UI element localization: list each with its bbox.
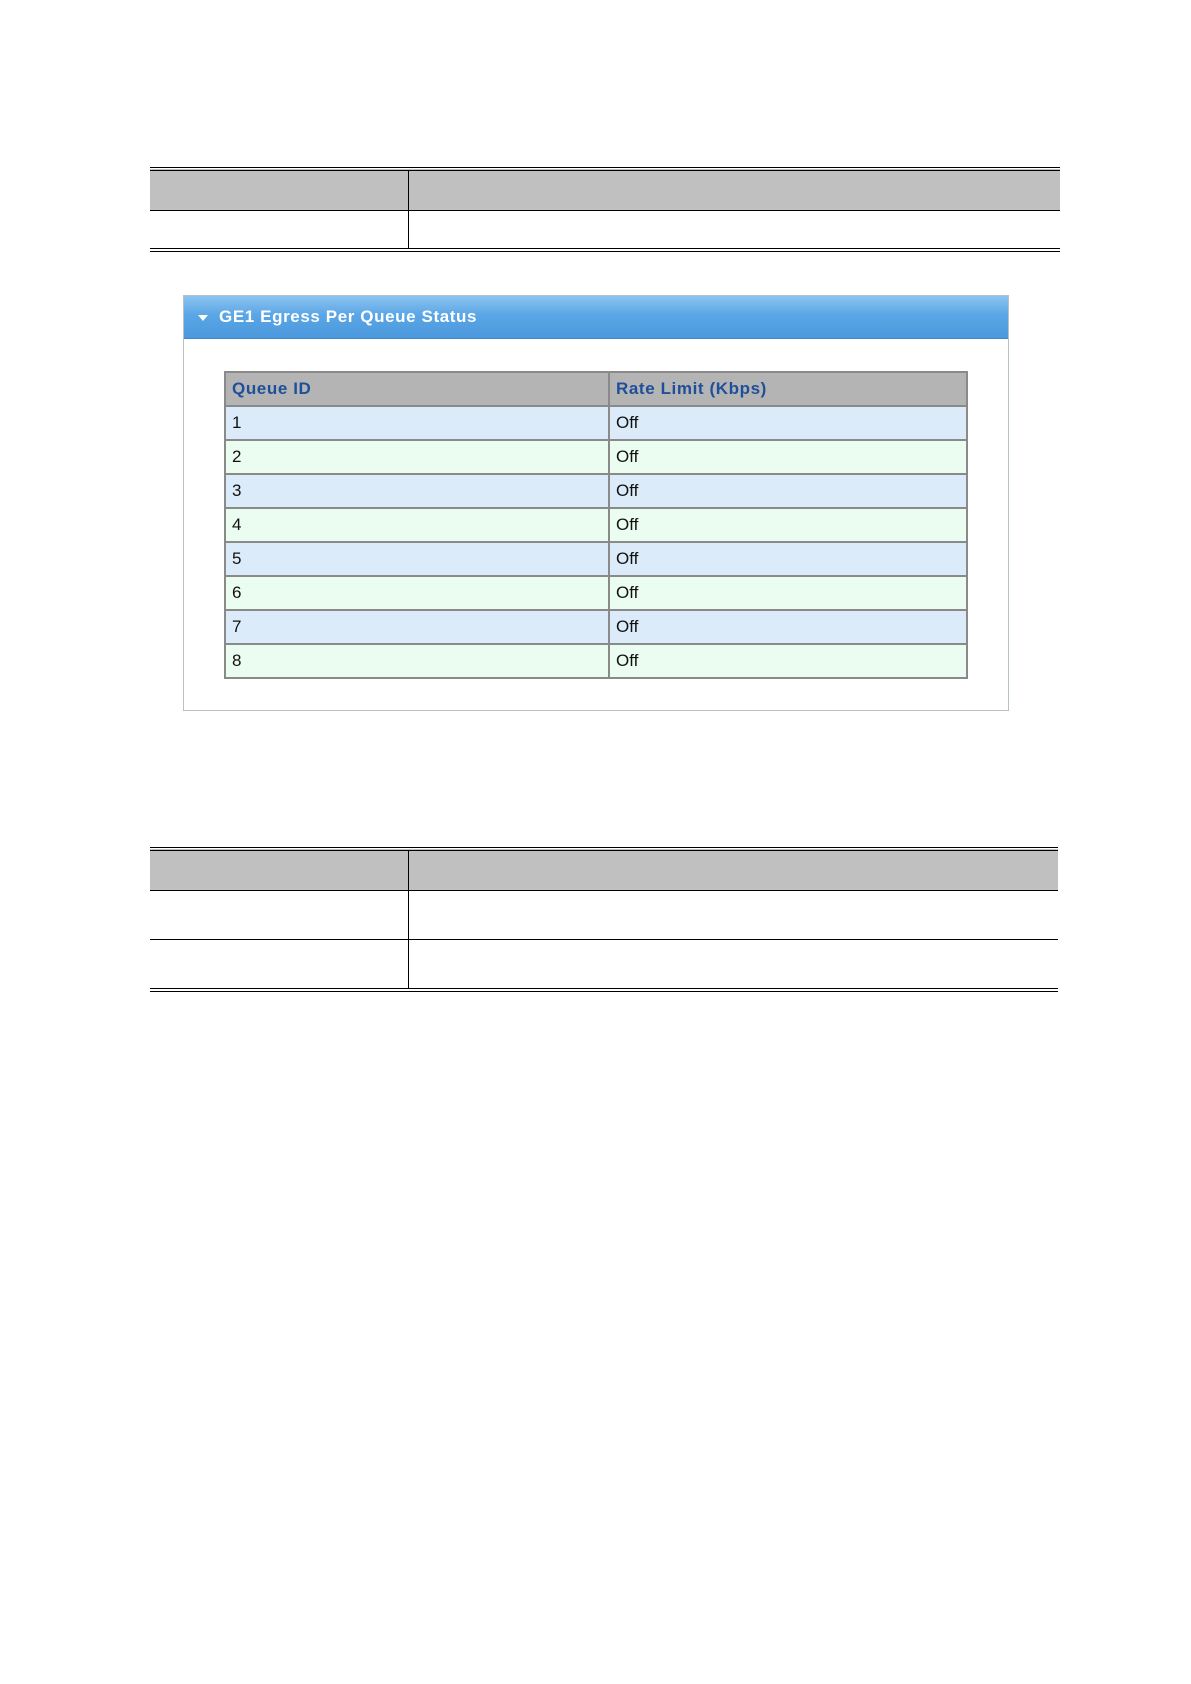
table-row [225,440,967,474]
rate-limit-cell: Off [609,474,967,508]
queue-id-cell: 8 [225,644,609,678]
queue-id-cell: 2 [225,440,609,474]
description-table-top [150,167,1060,252]
table-cell [150,211,409,251]
header-cell-object [150,169,409,211]
header-cell-description [409,169,1061,211]
table-row [225,542,967,576]
queue-id-cell: 3 [225,474,609,508]
header-cell-object [150,849,409,891]
table-header-row [150,849,1058,891]
table-cell [409,891,1059,940]
column-header-queue-id: Queue ID [225,372,609,406]
rate-limit-cell: Off [609,610,967,644]
header-cell-description [409,849,1059,891]
table-row [225,610,967,644]
table-header-row [150,169,1060,211]
queue-id-cell: 6 [225,576,609,610]
table-row [150,891,1058,940]
collapse-triangle-icon[interactable] [198,315,208,321]
rate-limit-cell: Off [609,508,967,542]
queue-status-panel [183,295,1009,711]
queue-id-cell: 4 [225,508,609,542]
rate-limit-cell: Off [609,440,967,474]
table-cell [150,891,409,940]
table-cell [150,940,409,991]
table-row [225,576,967,610]
queue-id-cell: 7 [225,610,609,644]
queue-status-table [224,371,968,679]
rate-limit-cell: Off [609,542,967,576]
panel-header[interactable] [184,296,1008,339]
column-header-row [225,372,967,406]
table-row [225,508,967,542]
table-row [150,940,1058,991]
rate-limit-cell: Off [609,406,967,440]
table-row [225,474,967,508]
queue-id-cell: 1 [225,406,609,440]
description-table-bottom [150,847,1058,992]
table-cell [409,211,1061,251]
rate-limit-cell: Off [609,576,967,610]
table-row [225,644,967,678]
table-row [150,211,1060,251]
queue-id-cell: 5 [225,542,609,576]
panel-title: GE1 Egress Per Queue Status [219,307,478,326]
column-header-rate-limit: Rate Limit (Kbps) [609,372,967,406]
rate-limit-cell: Off [609,644,967,678]
table-row [225,406,967,440]
table-cell [409,940,1059,991]
